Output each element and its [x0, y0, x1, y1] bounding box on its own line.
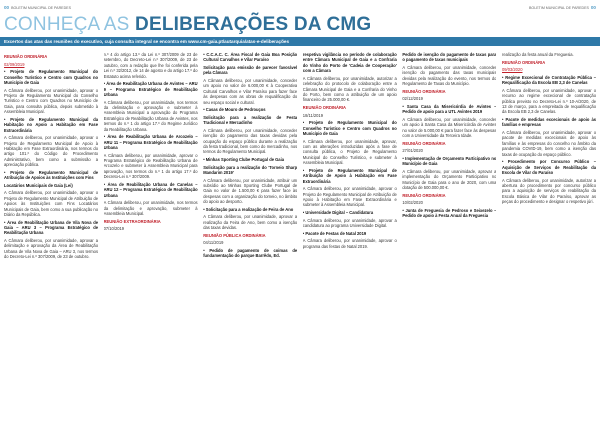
column-6 [502, 52, 596, 420]
deliberation-text: A Câmara deliberou, por unanimidade, nos termos da delimitação e aprovação, submeter à Assembleia Municipal. [103, 200, 198, 217]
deliberation-text: A Câmara deliberou, por unanimidade, aprovar o Programa Estratégico de Reabilitação Urbana de Arcozelo e submeter à Assembleia Municipal para aprovação, nos termos do n.º 1 do artigo 17.º do Decreto-Lei n.º 307/2009. [103, 152, 198, 180]
deliberation-heading: • Junta de Freguesia de Pedroso e Seixezelo – Pedido de apoio à Festa Anual da Freguesia [402, 208, 497, 219]
deliberation-text: A Câmara deliberou, por unanimidade, aprovar o Projeto de Regulamento Municipal do Conselho Turístico e Centro com Quadros no Município de Gaia, para consulta pública, depois submetido à Assembleia Municipal. [4, 87, 98, 115]
deliberation-heading: • Projeto de Regulamento Municipal da Habitação no Apoio a Habitação em Fase Extraordinária [4, 116, 98, 133]
meeting-heading: REUNIÃO ORDINÁRIA [402, 140, 446, 146]
deliberation-text: 10/02/2020 [402, 200, 423, 206]
meeting-heading: REUNIÃO ORDINÁRIA [402, 88, 446, 94]
deliberation-heading: • Projeto de Regulamento Municipal do Conselho Turístico e Centro com Quadros no Município de Gaia [302, 120, 397, 137]
deliberation-heading: • Projeto de Regulamento Municipal do Conselho Turístico e Centro com Quadros no Município de Gaia [4, 69, 98, 85]
deliberation-text: A Câmara deliberou, por unanimidade, autorizar a celebração do protocolo de colaboração entre a Câmara Municipal de Gaia e a Confraria do Vinho do Porto, bem como a atribuição de um apoio financeiro de 25.000,00 €. [302, 75, 397, 103]
meeting-heading: REUNIÃO PÚBLICA ORDINÁRIA [203, 232, 266, 238]
deliberation-heading: • Solicitação para a realização de Feira de Ano [203, 206, 294, 212]
page-number-right: 00 [590, 5, 596, 10]
deliberation-text: A Câmara deliberou, por unanimidade, aprovar o recurso ao regime excecional de contratação pública previsto no Decreto-Lei n.º 10-A/2020, de 13 de março, para a empreitada de requalificação da Escola EB 2,3 de Canelas. [502, 87, 596, 115]
deliberation-text: A Câmara deliberou, por unanimidade, conceder isenção do pagamento das taxas devidas pela ocupação do espaço público durante a realização da festa tradicional, bem como do mercadinho, nos termos do Regulamento Municipal. [203, 127, 298, 155]
deliberation-text: A Câmara deliberou, por unanimidade, aprovar o Projeto de Regulamento Municipal de Atribuição de Apoio à Habitação em Fase Extraordinária e submeter à Assembleia Municipal. [302, 186, 397, 208]
deliberation-heading: • Área de Reabilitação Urbana de Avintes – ARU 9 – Programa Estratégico de Reabilitação Urbana [103, 81, 198, 98]
deliberation-heading: Solicitação para a realização de Festa Tradicional e Mercadinho [203, 114, 298, 126]
deliberation-heading: • Regime Excecional de Contratação Pública – Requalificação da Escola EB 2,3 de Canelas [502, 74, 596, 86]
deliberation-heading: • Projeto de Regulamento Municipal de Atribuição de Apoio à Habitação em Fase Extraordinária [302, 167, 397, 184]
deliberation-heading: Solicitação para a realização do 'Torneio Sharp Mandarim 2019' [203, 164, 298, 176]
deliberation-text: A Câmara deliberou, por unanimidade, aprovar o pacote de medidas excecionais de apoio às famílias e às empresas do concelho no âmbito da pandemia COVID-19, bem como a isenção das taxas de ocupação do espaço público. [502, 130, 596, 157]
header-left [4, 5, 71, 10]
meeting-heading: REUNIÃO ORDINÁRIA [402, 192, 446, 198]
deliberation-heading: • Pacote de Festas de Natal 2019 [302, 230, 367, 236]
column-3 [203, 52, 297, 420]
meeting-heading: REUNIÃO ORDINÁRIA [302, 105, 347, 111]
meeting-date: 09/03/2020 [502, 67, 523, 73]
column-2 [104, 52, 198, 420]
deliberation-heading: respetiva vigilância no período de colaboração entre Câmara Municipal de Gaia e a Confraria do Vinho do Porto de 'Cadeia de Cooperação' com a Câmara [302, 52, 397, 74]
deliberation-text: A Câmara deliberou, por unanimidade, autorizar a abertura do procedimento por concurso público para a aquisição de serviços de reabilitação da Escola Básica de Vilar do Paraíso, aprovar as peças do procedimento e designar o respetivo júri. [502, 177, 596, 205]
deliberation-text: realização da festa anual da Freguesia. [502, 52, 574, 57]
deliberation-heading: Pedido de isenção do pagamento de taxas para o pagamento de taxas municipais [402, 52, 497, 63]
deliberation-text: A Câmara deliberou, por unanimidade, aprovar a candidatura ao programa Universidade Digital. [302, 217, 397, 229]
intro-banner [0, 37, 600, 46]
deliberation-text: A Câmara deliberou, por unanimidade, conceder um apoio à Santa Casa da Misericórdia de Avintes no valor de 5.000,00 € para fazer face às despesas com a Universidade da Terceira Idade. [402, 117, 497, 139]
columns-container [4, 52, 596, 420]
meeting-heading: REUNIÃO ORDINÁRIA [4, 54, 48, 59]
deliberation-heading: • Projeto de Regulamento Municipal de Atribuição de Apoios às Instituições com Fins [4, 169, 98, 181]
deliberation-heading: • Implementação de Orçamento Participativo no Município de Gaia [402, 156, 497, 167]
title-part-2: DELIBERAÇÕES DA CMG [135, 14, 372, 35]
deliberation-heading: • Pacote de medidas excecionais de apoio às famílias e empresas [502, 117, 596, 128]
intro-banner-text: Excertos das atas das reuniões do executivo, cuja consulta integral se encontra em www.cm-gaia.pt/autarquia/atas-e-deliberações [4, 39, 289, 44]
deliberation-text: A Câmara deliberou, por unanimidade, aprovar o programa das festas de Natal 2019. [302, 238, 397, 249]
deliberation-heading: • Casas de Mouro de Pedrouços [203, 107, 266, 113]
header-right [529, 5, 596, 10]
meeting-date: 02/09/2019 [4, 61, 25, 67]
page-header [0, 0, 600, 14]
meeting-heading: REUNIÃO ORDINÁRIA [502, 59, 546, 65]
deliberation-heading: • Área de Reabilitação Urbana de Canelas – ARU 12 – Programa Estratégico de Reabilitação Urbana [103, 181, 198, 198]
publication-name-right: BOLETIM MUNICIPAL DE PAREDES [529, 6, 589, 10]
deliberation-heading: • Área de Reabilitação Urbana de Arcozelo – ARU 11 – Programa Estratégico de Reabilitação Urbana [103, 134, 198, 151]
deliberation-text: A Câmara deliberou, por unanimidade, conceder isenção do pagamento das taxas municipais devidas pela realização do evento, nos termos do Regulamento de Taxas do Município. [402, 65, 497, 87]
page-number-left: 00 [4, 5, 10, 10]
publication-name-left: BOLETIM MUNICIPAL DE PAREDES [11, 6, 71, 10]
deliberation-text: 18/11/2019 [302, 112, 323, 118]
deliberation-text: 27/01/2020 [402, 148, 423, 154]
title-part-1: CONHEÇA AS [4, 14, 136, 35]
deliberation-heading: • Procedimento por Concurso Público – Aquisição de Serviços de Reabilitação da Escola de Vilar do Paraíso [502, 159, 596, 176]
deliberation-heading: Solicitação para emissão de parecer favorável pela Câmara [203, 65, 298, 76]
deliberation-heading: • C.C.A.C. C. Área Fiscal de Gaia Boa Posição Cultural Carvalhos e Vilar Paraíso [203, 52, 298, 63]
deliberation-text: A Câmara deliberou, por unanimidade, aprovar a realização da Feira de Ano, bem como a isenção das taxas devidas. [203, 214, 298, 231]
deliberation-text: A Câmara deliberou, por unanimidade, aprovar, com as alterações introduzidas após a fase de consulta pública, o Projeto de Regulamento Municipal do Conselho Turístico, e submeter à Assembleia Municipal. [302, 138, 397, 166]
deliberation-text: A Câmara deliberou, por unanimidade, conceder um apoio no valor de 6.000,00 € à Cooperativa Cultural Carvalhos e Vilar Paraíso para fazer face às despesas com as obras de requalificação do seu espaço social e cultural. [203, 78, 298, 105]
column-5 [402, 52, 496, 420]
deliberation-text: A Câmara deliberou, por unanimidade, nos termos da delimitação e aprovação e submeter à Assembleia Municipal a aprovação do Programa Estratégico de Reabilitação Urbana de Avintes, nos termos do n.º 1 do artigo 17.º do Regime Jurídico da Reabilitação Urbana. [103, 99, 198, 132]
deliberation-text: A Câmara deliberou, por unanimidade, aprovar o Projeto de Regulamento Municipal de Atribuição de Apoios às Instituições com Fins Locatários Municipais de Gaia, bem como a sua publicação no Diário da República. [4, 190, 98, 218]
deliberation-heading: • Universidade Digital – Candidatura [302, 210, 374, 216]
meeting-heading: REUNIÃO EXTRAORDINÁRIA [103, 218, 161, 224]
deliberation-text: A Câmara deliberou, por unanimidade, aprovar a delimitação e aprovação da Área de Reabilitação Urbana de Vila Nova de Gaia – ARU 3, nos termos do Decreto-Lei n.º 307/2009, de 23 de outubro. [4, 238, 98, 260]
column-4 [303, 52, 397, 420]
deliberation-heading: Locatários Municipais de Gaia (Lei) [4, 182, 73, 188]
deliberation-text: 04/11/2019 [203, 240, 224, 246]
deliberation-text: 02/12/2019 [402, 96, 423, 102]
deliberation-text: 07/10/2019 [103, 226, 125, 232]
deliberation-heading: • Pedido de pagamento de coimas de fundamentação do parque Barrêdo, Ed. [203, 248, 298, 259]
deliberation-heading: • Minhas Sporting Clube Portugal de Gaia [203, 157, 285, 163]
deliberation-text: A Câmara deliberou, por unanimidade, aprovar a implementação do Orçamento Participativo no Município de Gaia para o ano de 2020, com uma dotação de 500.000,00 €. [402, 169, 497, 191]
deliberation-heading: • Área de Reabilitação Urbana de Vila Nova de Gaia – ARU 3 – Programa Estratégico de Reabilitação Urbana [4, 219, 98, 236]
deliberation-heading: • Santa Casa da Misericórdia de Avintes – Pedido de apoio para a UTL Avintes 2019 [402, 104, 497, 115]
deliberation-text: n.º 4 do artigo 13.º da Lei n.º 307/2009 de 23 de setembro, do Decreto-Lei n.º 307/2009, de 23 de outubro, com a redação que lhe foi conferida pela Lei n.º 32/2012, de 14 de agosto e do artigo 17.º do Estatuto acima referido. [103, 52, 198, 79]
column-1 [4, 52, 98, 420]
deliberation-text: A Câmara deliberou, por unanimidade, atribuir um subsídio ao Minhas Sporting Clube Portugal de Gaia no valor de 1.500,00 € para fazer face às despesas com a organização do torneio, no âmbito do apoio ao desporto. [203, 177, 298, 205]
deliberation-text: A Câmara deliberou, por unanimidade, aprovar o Projeto de Regulamento Municipal de Apoio à Habitação em Fase Extraordinária, nos termos do artigo 101.º do Código do Procedimento Administrativo, bem como a submissão a apreciação pública. [4, 135, 98, 168]
page-title [4, 14, 371, 36]
